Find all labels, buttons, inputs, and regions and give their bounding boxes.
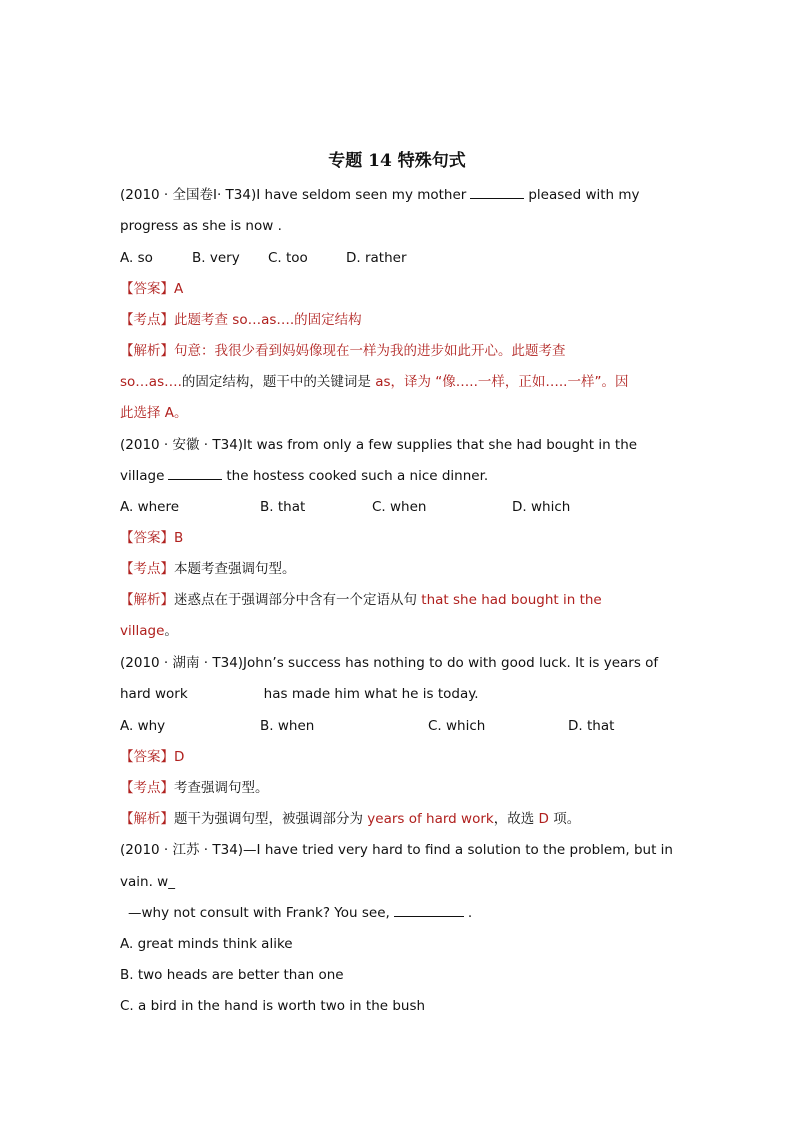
q2-blank: [168, 467, 222, 480]
q4-stem-line3: [128, 903, 472, 923]
q3-answer: [120, 747, 184, 767]
analysis-text: ，故选: [493, 811, 539, 827]
analysis-text: A: [164, 405, 175, 421]
q2-option-d: D. which: [512, 499, 571, 515]
point-text: 本题考查强调句型。: [174, 561, 296, 577]
q4-option-a: A. great minds think alike: [120, 936, 293, 952]
answer-tag: 【答案】: [120, 281, 174, 297]
q4-stem-line1: (2010 · 江苏 · T34)—I have tried very hard to find a solution to the problem, but in: [120, 842, 673, 858]
q3-stem-line1: (2010 · 湖南 · T34)John’s success has nothing to do with good luck. It is years of: [120, 655, 659, 671]
q1-option-c: C. too: [268, 250, 308, 266]
analysis-text: as: [375, 374, 391, 390]
q3-stem-text: hard work: [120, 686, 188, 702]
analysis-text: 。: [164, 623, 178, 639]
q3-stem-line2: [120, 684, 479, 704]
q1-stem-text: pleased with my: [528, 187, 640, 203]
q1-option-b: B. very: [192, 250, 240, 266]
q1-option-a: A. so: [120, 250, 153, 266]
answer-value: A: [174, 281, 184, 297]
q2-point: [120, 559, 296, 579]
q4-stem-text: .: [467, 905, 473, 921]
q3-option-b: B. when: [260, 718, 315, 734]
point-text: 此题考查 so…as….的固定结构: [174, 312, 362, 328]
point-text: 考查强调句型。: [174, 780, 269, 796]
q2-stem-text: village: [120, 468, 165, 484]
analysis-text: D: [538, 811, 549, 827]
q2-answer: [120, 528, 183, 548]
q1-analysis-line3: [120, 403, 188, 423]
answer-tag: 【答案】: [120, 530, 174, 546]
q4-stem-line2: vain. w_: [120, 874, 175, 890]
answer-value: B: [174, 530, 184, 546]
q3-option-a: A. why: [120, 718, 166, 734]
analysis-text: 句意：我很少看到妈妈像现在一样为我的进步如此开心。此题考查: [174, 343, 566, 359]
q2-option-c: C. when: [372, 499, 427, 515]
point-tag: 【考点】: [120, 561, 174, 577]
analysis-tag: 【解析】: [120, 811, 174, 827]
analysis-text: ，译为 “像…..一样，正如…..一样”。因: [390, 374, 629, 390]
q2-stem-line1: (2010 · 安徽 · T34)It was from only a few supplies that she had bought in the: [120, 437, 638, 453]
q1-stem-text: (2010 · 全国卷Ⅰ· T34)I have seldom seen my mother: [120, 187, 467, 203]
q3-option-d: D. that: [568, 718, 615, 734]
q2-option-b: B. that: [260, 499, 306, 515]
q4-option-c: C. a bird in the hand is worth two in the bush: [120, 998, 426, 1014]
point-tag: 【考点】: [120, 780, 174, 796]
q1-analysis-line2: [120, 372, 628, 392]
q4-option-b: B. two heads are better than one: [120, 967, 344, 983]
analysis-tag: 【解析】: [120, 592, 174, 608]
q1-stem-line1: [120, 185, 640, 205]
analysis-text: 的固定结构，题干中的关键词是: [181, 374, 376, 390]
page-title: 专题 14 特殊句式: [328, 151, 466, 171]
q2-option-a: A. where: [120, 499, 180, 515]
q3-option-c: C. which: [428, 718, 486, 734]
analysis-tag: 【解析】: [120, 343, 174, 359]
q1-blank: [470, 186, 524, 199]
q2-stem-text: the hostess cooked such a nice dinner.: [226, 468, 489, 484]
q3-analysis-line1: [120, 809, 580, 829]
q1-stem-line2: progress as she is now .: [120, 218, 282, 234]
answer-value: D: [174, 749, 185, 765]
q2-stem-line2: [120, 466, 488, 486]
q4-blank: [394, 904, 464, 917]
analysis-text: years of hard work: [367, 811, 494, 827]
q1-point: [120, 310, 362, 330]
point-tag: 【考点】: [120, 312, 174, 328]
analysis-text: village: [120, 623, 165, 639]
analysis-text: 题干为强调句型，被强调部分为: [174, 811, 368, 827]
q1-analysis-line1: [120, 341, 566, 361]
q2-analysis-line1: [120, 590, 602, 610]
analysis-text: that she had bought in the: [421, 592, 602, 608]
analysis-text: 。: [174, 405, 188, 421]
q1-option-d: D. rather: [346, 250, 407, 266]
answer-tag: 【答案】: [120, 749, 174, 765]
q2-analysis-line2: [120, 621, 178, 641]
analysis-text: so…as….: [120, 374, 182, 390]
analysis-text: 迷惑点在于强调部分中含有一个定语从句: [174, 592, 422, 608]
analysis-text: 项。: [548, 811, 581, 827]
q1-answer: [120, 279, 183, 299]
q3-point: [120, 778, 269, 798]
q3-stem-text: has made him what he is today.: [263, 686, 479, 702]
q4-stem-text: —why not consult with Frank? You see,: [128, 905, 390, 921]
analysis-text: 此选择: [120, 405, 165, 421]
